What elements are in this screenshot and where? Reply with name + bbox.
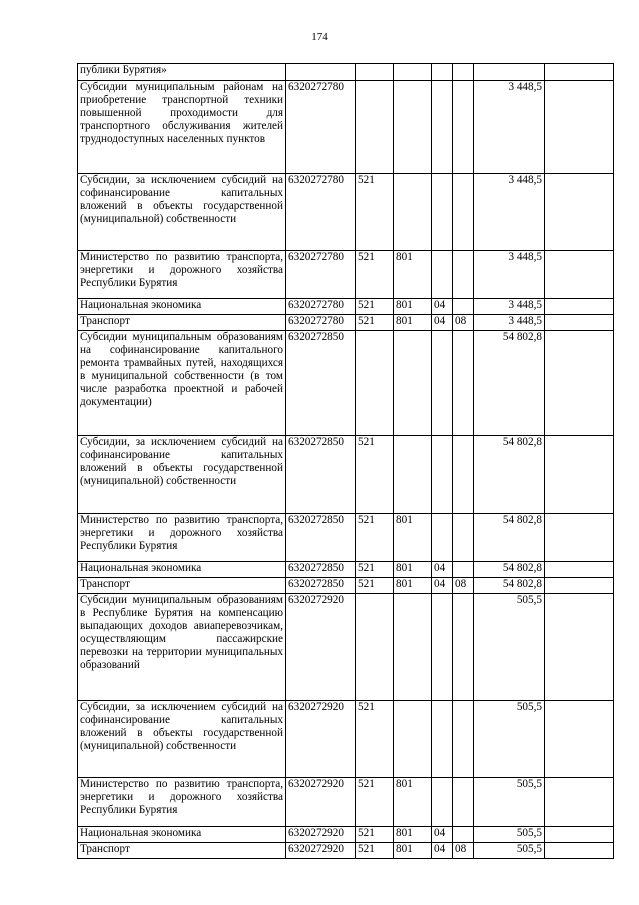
row-name: Субсидии муниципальным районам на приобретение транспортной техники повышенной проходимости для транспортного обслуживания жителей труднодоступных населенных пунктов <box>78 81 286 174</box>
row-subsection <box>453 701 474 778</box>
row-target-code: 6320272920 <box>286 594 356 701</box>
row-subsection <box>453 594 474 701</box>
row-target-code: 6320272850 <box>286 562 356 578</box>
row-empty-cell <box>545 81 614 174</box>
row-ministry-code: 801 <box>394 578 432 594</box>
row-empty-cell <box>545 562 614 578</box>
row-expense-type: 521 <box>356 778 394 827</box>
row-amount: 3 448,5 <box>474 315 545 331</box>
row-subsection <box>453 64 474 81</box>
row-subsection: 08 <box>453 315 474 331</box>
row-ministry-code <box>394 701 432 778</box>
budget-table-body <box>78 64 614 859</box>
table-row <box>78 578 614 594</box>
row-amount: 54 802,8 <box>474 578 545 594</box>
row-subsection <box>453 174 474 251</box>
row-amount: 3 448,5 <box>474 251 545 299</box>
row-empty-cell <box>545 315 614 331</box>
row-amount: 505,5 <box>474 843 545 859</box>
row-target-code: 6320272920 <box>286 701 356 778</box>
row-name: Министерство по развитию транспорта, энергетики и дорожного хозяйства Республики Бурятия <box>78 778 286 827</box>
row-expense-type <box>356 64 394 81</box>
row-ministry-code: 801 <box>394 514 432 562</box>
row-section: 04 <box>432 843 453 859</box>
table-row <box>78 436 614 514</box>
row-section <box>432 514 453 562</box>
row-name: Субсидии муниципальным образованиям в Республике Бурятия на компенсацию выпадающих доходов авиаперевозчикам, осуществляющим пассажирские перевозки на территории муниципальных образований <box>78 594 286 701</box>
row-empty-cell <box>545 701 614 778</box>
row-expense-type: 521 <box>356 578 394 594</box>
row-expense-type: 521 <box>356 436 394 514</box>
row-name: Субсидии муниципальным образованиям на софинансирование капитального ремонта трамвайных путей, находящихся в муниципальной собственности (в том числе разработка проектной и рабочей документации) <box>78 331 286 436</box>
row-section <box>432 331 453 436</box>
table-row <box>78 562 614 578</box>
row-expense-type: 521 <box>356 843 394 859</box>
row-expense-type <box>356 81 394 174</box>
row-target-code: 6320272780 <box>286 174 356 251</box>
table-row <box>78 251 614 299</box>
row-ministry-code <box>394 331 432 436</box>
row-name: Национальная экономика <box>78 299 286 315</box>
row-target-code: 6320272850 <box>286 578 356 594</box>
row-target-code: 6320272780 <box>286 315 356 331</box>
row-target-code: 6320272850 <box>286 331 356 436</box>
row-expense-type: 521 <box>356 251 394 299</box>
row-empty-cell <box>545 514 614 562</box>
row-name: Национальная экономика <box>78 562 286 578</box>
row-subsection: 08 <box>453 578 474 594</box>
row-ministry-code: 801 <box>394 315 432 331</box>
table-row <box>78 827 614 843</box>
row-empty-cell <box>545 331 614 436</box>
row-target-code: 6320272780 <box>286 251 356 299</box>
row-empty-cell <box>545 843 614 859</box>
row-expense-type: 521 <box>356 827 394 843</box>
row-expense-type: 521 <box>356 514 394 562</box>
row-empty-cell <box>545 299 614 315</box>
row-amount: 3 448,5 <box>474 299 545 315</box>
row-name: Субсидии, за исключением субсидий на софинансирование капитальных вложений в объекты государственной (муниципальной) собственности <box>78 436 286 514</box>
table-row <box>78 701 614 778</box>
row-amount: 505,5 <box>474 594 545 701</box>
row-name: публики Бурятия» <box>78 64 286 81</box>
row-subsection <box>453 827 474 843</box>
row-expense-type: 521 <box>356 315 394 331</box>
row-expense-type: 521 <box>356 701 394 778</box>
row-target-code: 6320272780 <box>286 81 356 174</box>
row-empty-cell <box>545 594 614 701</box>
row-empty-cell <box>545 578 614 594</box>
table-row <box>78 174 614 251</box>
row-section: 04 <box>432 827 453 843</box>
row-name: Транспорт <box>78 843 286 859</box>
row-expense-type: 521 <box>356 299 394 315</box>
page-number: 174 <box>311 31 328 43</box>
table-row <box>78 299 614 315</box>
table-row <box>78 594 614 701</box>
row-target-code <box>286 64 356 81</box>
row-expense-type <box>356 594 394 701</box>
row-subsection <box>453 331 474 436</box>
row-expense-type: 521 <box>356 174 394 251</box>
row-amount: 505,5 <box>474 778 545 827</box>
row-amount: 3 448,5 <box>474 81 545 174</box>
row-target-code: 6320272850 <box>286 514 356 562</box>
row-amount: 3 448,5 <box>474 174 545 251</box>
row-subsection <box>453 436 474 514</box>
row-amount: 54 802,8 <box>474 562 545 578</box>
row-name: Министерство по развитию транспорта, энергетики и дорожного хозяйства Республики Бурятия <box>78 514 286 562</box>
row-name: Транспорт <box>78 578 286 594</box>
row-amount: 54 802,8 <box>474 436 545 514</box>
row-ministry-code: 801 <box>394 299 432 315</box>
row-expense-type: 521 <box>356 562 394 578</box>
row-section <box>432 251 453 299</box>
row-empty-cell <box>545 436 614 514</box>
table-row <box>78 514 614 562</box>
row-subsection <box>453 299 474 315</box>
row-ministry-code: 801 <box>394 562 432 578</box>
row-empty-cell <box>545 64 614 81</box>
row-section <box>432 174 453 251</box>
row-section <box>432 701 453 778</box>
row-section: 04 <box>432 562 453 578</box>
row-name: Субсидии, за исключением субсидий на софинансирование капитальных вложений в объекты государственной (муниципальной) собственности <box>78 174 286 251</box>
table-row <box>78 64 614 81</box>
row-name: Субсидии, за исключением субсидий на софинансирование капитальных вложений в объекты государственной (муниципальной) собственности <box>78 701 286 778</box>
row-section <box>432 81 453 174</box>
row-empty-cell <box>545 827 614 843</box>
row-target-code: 6320272780 <box>286 299 356 315</box>
row-ministry-code: 801 <box>394 827 432 843</box>
row-ministry-code: 801 <box>394 778 432 827</box>
row-ministry-code <box>394 64 432 81</box>
row-subsection <box>453 562 474 578</box>
row-ministry-code: 801 <box>394 843 432 859</box>
row-target-code: 6320272920 <box>286 843 356 859</box>
row-empty-cell <box>545 778 614 827</box>
table-row <box>78 315 614 331</box>
row-target-code: 6320272920 <box>286 827 356 843</box>
row-name: Национальная экономика <box>78 827 286 843</box>
row-subsection <box>453 81 474 174</box>
row-ministry-code <box>394 174 432 251</box>
table-row <box>78 843 614 859</box>
row-section: 04 <box>432 299 453 315</box>
row-section <box>432 778 453 827</box>
row-empty-cell <box>545 251 614 299</box>
row-amount: 54 802,8 <box>474 514 545 562</box>
row-subsection <box>453 514 474 562</box>
row-ministry-code <box>394 81 432 174</box>
row-target-code: 6320272920 <box>286 778 356 827</box>
row-subsection <box>453 778 474 827</box>
row-empty-cell <box>545 174 614 251</box>
row-subsection: 08 <box>453 843 474 859</box>
row-amount <box>474 64 545 81</box>
table-row <box>78 778 614 827</box>
row-section <box>432 594 453 701</box>
row-amount: 54 802,8 <box>474 331 545 436</box>
row-section <box>432 64 453 81</box>
row-name: Министерство по развитию транспорта, энергетики и дорожного хозяйства Республики Бурятия <box>78 251 286 299</box>
row-amount: 505,5 <box>474 827 545 843</box>
row-section <box>432 436 453 514</box>
row-section: 04 <box>432 315 453 331</box>
table-row <box>78 331 614 436</box>
row-ministry-code <box>394 436 432 514</box>
row-amount: 505,5 <box>474 701 545 778</box>
row-name: Транспорт <box>78 315 286 331</box>
table-row <box>78 81 614 174</box>
budget-table <box>77 63 614 859</box>
row-target-code: 6320272850 <box>286 436 356 514</box>
row-expense-type <box>356 331 394 436</box>
row-ministry-code <box>394 594 432 701</box>
row-section: 04 <box>432 578 453 594</box>
row-subsection <box>453 251 474 299</box>
row-ministry-code: 801 <box>394 251 432 299</box>
